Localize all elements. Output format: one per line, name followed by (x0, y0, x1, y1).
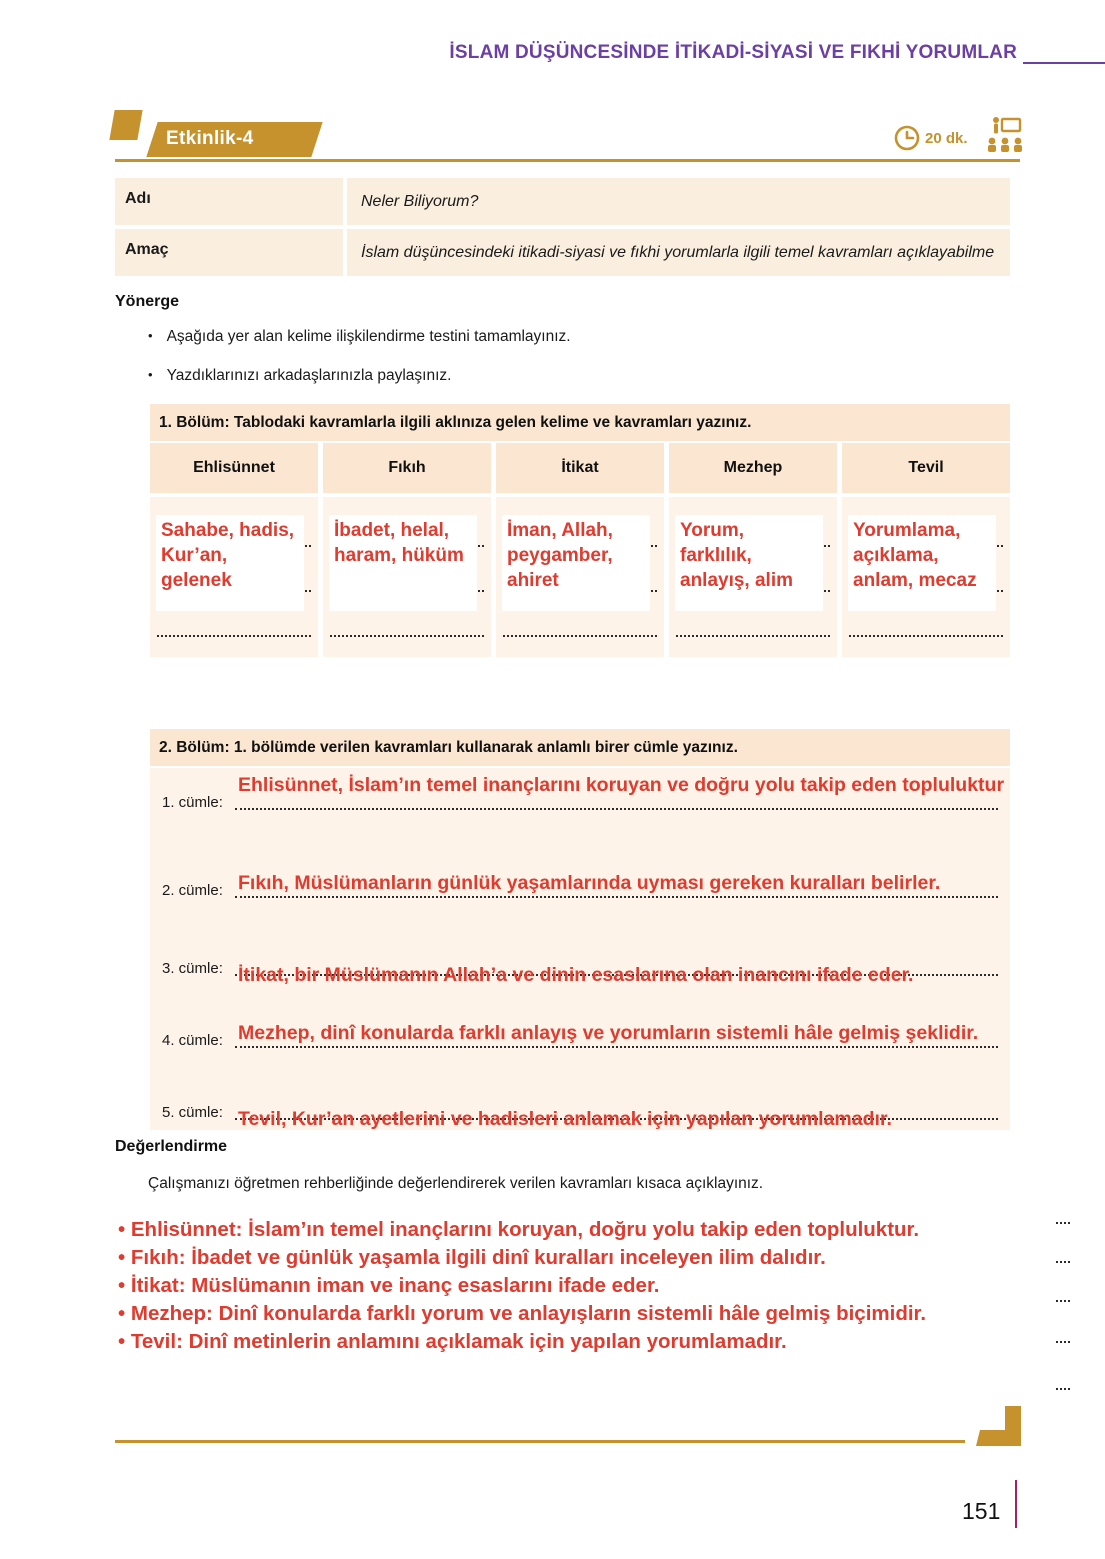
handwritten-answer: İman, Allah, peygamber, ahiret (502, 515, 650, 611)
info-label-adi: Adı (115, 178, 343, 225)
concept-header-tevil: Tevil (842, 443, 1010, 493)
sentence-row[interactable] (150, 1008, 1010, 1086)
sentence-row[interactable] (150, 856, 1010, 936)
page-number: 151 (962, 1498, 1001, 1524)
concept-table (150, 443, 1010, 657)
concept-answer-cell[interactable] (496, 497, 664, 657)
concept-answer-cell[interactable] (150, 497, 318, 657)
handwritten-sentence: İtikat, bir Müslümanın Allah’a ve dinin esaslarına olan inancını ifade eder. (238, 964, 914, 986)
dotted-answer-line (849, 635, 1003, 637)
section1-heading: 1. Bölüm: Tablodaki kavramlarla ilgili aklınıza gelen kelime ve kavramları yazınız. (150, 404, 1010, 441)
handwritten-sentence: Tevil, Kur’an ayetlerini ve hadisleri anlamak için yapılan yorumlamadır. (238, 1108, 892, 1130)
dotted-line-end (1056, 1261, 1070, 1263)
degerlendirme-answer: • İtikat: Müslümanın iman ve inanç esaslarını ifade eder. (118, 1272, 998, 1300)
activity-info-table (115, 178, 1010, 280)
sentence-label: 4. cümle: (162, 1032, 223, 1049)
chapter-title: İSLAM DÜŞÜNCESİNDE İTİKADİ-SİYASİ VE FIKHİ YORUMLAR (449, 42, 1017, 63)
dotted-answer-line (676, 635, 830, 637)
classroom-presentation-icon (984, 115, 1026, 162)
degerlendirme-heading: Değerlendirme (115, 1138, 228, 1155)
degerlendirme-instruction: Çalışmanızı öğretmen rehberliğinde değerlendirerek verilen kavramları kısaca açıklayınız. (148, 1175, 764, 1192)
page-number-rule (1015, 1480, 1017, 1528)
duration-label: 20 dk. (925, 129, 968, 147)
dotted-answer-line (235, 808, 998, 810)
banner-underline (115, 159, 1020, 162)
footer-rule (115, 1440, 965, 1443)
concept-answer-cell[interactable] (669, 497, 837, 657)
sentence-label: 3. cümle: (162, 960, 223, 977)
gold-corner-square (109, 110, 142, 140)
dotted-line-end (1056, 1222, 1070, 1224)
dotted-answer-line (503, 635, 657, 637)
dotted-answer-line (157, 635, 311, 637)
degerlendirme-answer-list (118, 1216, 998, 1356)
concept-header-fikih: Fıkıh (323, 443, 491, 493)
degerlendirme-answer: • Mezhep: Dinî konularda farklı yorum ve anlayışların sistemli hâle gelmiş biçimidir. (118, 1300, 998, 1328)
handwritten-answer: Yorum, farklılık, anlayış, alim (675, 515, 823, 611)
sentence-writing-area (150, 768, 1010, 1130)
dotted-answer-line (330, 635, 484, 637)
duration-indicator (893, 123, 968, 153)
sentence-label: 2. cümle: (162, 882, 223, 899)
table-row (115, 229, 1010, 276)
activity-banner-label: Etkinlik-4 (166, 128, 254, 149)
section2-heading: 2. Bölüm: 1. bölümde verilen kavramları kullanarak anlamlı birer cümle yazınız. (150, 729, 1010, 766)
sentence-row[interactable] (150, 936, 1010, 1008)
degerlendirme-answer: • Ehlisünnet: İslam’ın temel inançlarını koruyan, doğru yolu takip eden topluluktur. (118, 1216, 998, 1244)
sentence-row[interactable] (150, 768, 1010, 856)
degerlendirme-answer: • Tevil: Dinî metinlerin anlamını açıklamak için yapılan yorumlamadır. (118, 1328, 998, 1356)
info-value-amac: İslam düşüncesindeki itikadi-siyasi ve fıkhi yorumlarla ilgili temel kavramları açıklayabilme (347, 229, 1010, 276)
handwritten-answer: Sahabe, hadis, Kur’an, gelenek (156, 515, 304, 611)
handwritten-sentence: Fıkıh, Müslümanların günlük yaşamlarında uyması gereken kuralları belirler. (238, 872, 941, 894)
concept-header-mezhep: Mezhep (669, 443, 837, 493)
yonerge-bullet: • Aşağıda yer alan kelime ilişkilendirme testini tamamlayınız. (148, 328, 968, 346)
concept-header-ehlisunnet: Ehlisünnet (150, 443, 318, 493)
concept-header-itikat: İtikat (496, 443, 664, 493)
concept-answer-cell[interactable] (842, 497, 1010, 657)
sentence-row[interactable] (150, 1086, 1010, 1130)
yonerge-heading: Yönerge (115, 293, 180, 310)
handwritten-answer: Yorumlama, açıklama, anlam, mecaz (848, 515, 996, 611)
degerlendirme-answer: • Fıkıh: İbadet ve günlük yaşamla ilgili dinî kuralları inceleyen ilim dalıdır. (118, 1244, 998, 1272)
yonerge-bullet: • Yazdıklarınızı arkadaşlarınızla paylaşınız. (148, 367, 968, 385)
concept-answer-cell[interactable] (323, 497, 491, 657)
dotted-line-end (1056, 1341, 1070, 1343)
handwritten-sentence: Ehlisünnet, İslam’ın temel inançlarını koruyan ve doğru yolu takip eden topluluktur (238, 774, 1005, 796)
gold-corner-mark (1005, 1406, 1021, 1446)
dotted-line-end (1056, 1300, 1070, 1302)
sentence-label: 1. cümle: (162, 794, 223, 811)
info-value-adi: Neler Biliyorum? (347, 178, 1010, 225)
table-row (115, 178, 1010, 225)
handwritten-answer: İbadet, helal, haram, hüküm (329, 515, 477, 611)
chapter-title-rule (1023, 62, 1105, 64)
sentence-label: 5. cümle: (162, 1104, 223, 1121)
handwritten-sentence: Mezhep, dinî konularda farklı anlayış ve yorumların sistemli hâle gelmiş şeklidir. (238, 1022, 979, 1044)
info-label-amac: Amaç (115, 229, 343, 276)
clock-icon (893, 123, 923, 153)
dotted-line-end (1056, 1388, 1070, 1390)
